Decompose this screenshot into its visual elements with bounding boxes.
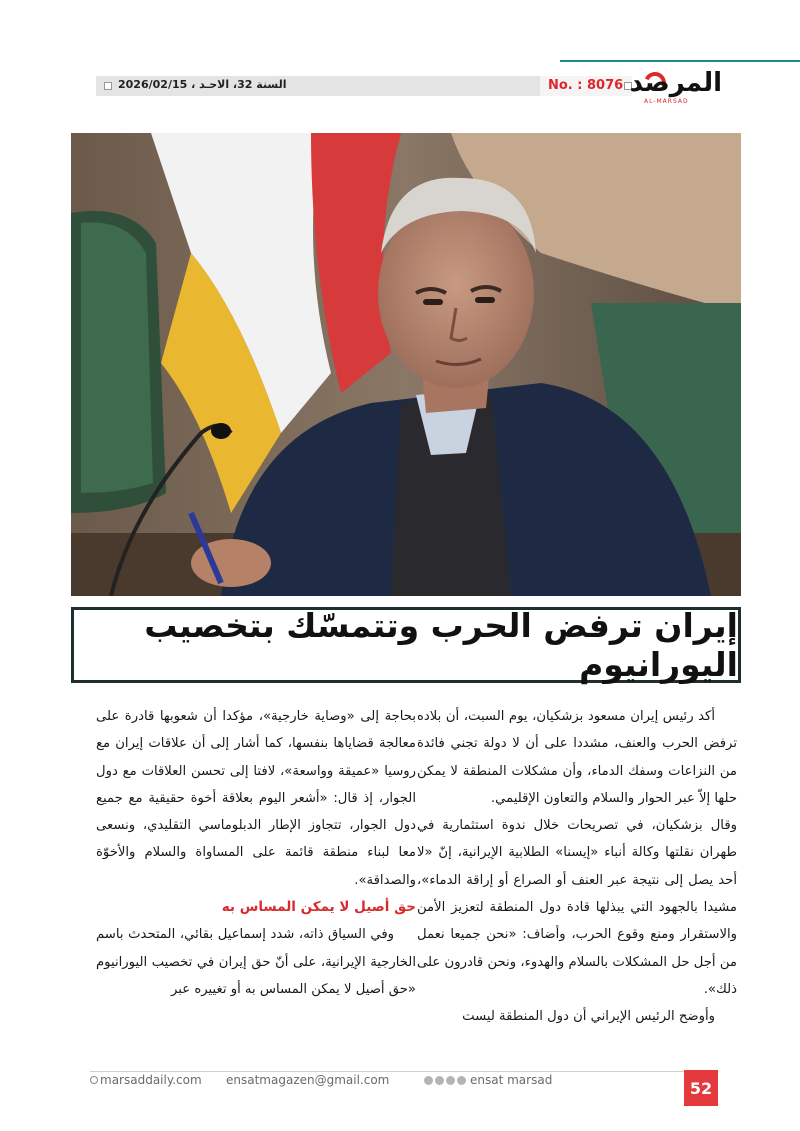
globe-icon [90,1076,98,1084]
article-headline: إيران ترفض الحرب وتتمسّك بتخصيب اليورانيوم [144,606,738,684]
paragraph: بحاجة إلى «وصاية خارجية»، مؤكدا أن شعوبها قادرة على معالجة قضاياها بنفسها، كما أشار إلى أن علاقات إيران مع روسيا «عميقة وواسعة»، لافتا إلى تحسن العلاقات مع دول الجوار، إذ قال: «أشعر اليوم بعلاقة أخوة حقيقية مع جميع دول الجوار، تتجاوز الإطار الدبلوماسي التقليدي، ونسعى معا لبناء منطقة قائمة على المساواة والسلام والأخوّة والصداقة». [96,709,416,888]
article-subheading: حق أصيل لا يمكن المساس به [221,899,416,916]
paragraph: وقال بزشكيان، في تصريحات خلال ندوة استثمارية في طهران نقلتها وكالة أنباء «إيسنا» الطلابية الإيرانية، إنّ «لا أحد يصل إلى نتيجة عبر العنف أو الصراع أو إراقة الدماء»، مشيدا بالجهود التي يبذلها قادة دول المنطقة لتعزيز الأمن والاستقرار ومنع وقوع الحرب، وأضاف: «نحن جميعا نعمل من أجل حل المشكلات بالسلام والهدوء، ونحن قادرون على ذلك». [417,818,737,997]
footer-rule [90,1071,684,1072]
youtube-icon[interactable] [457,1076,466,1085]
twitter-icon[interactable] [435,1076,444,1085]
headline-box [71,607,741,683]
page-number: 52 [689,1078,713,1098]
paragraph: وفي السياق ذاته، شدد إسماعيل بقائي، المتحدث باسم الخارجية الإيرانية، على أنّ حق إيران في تخصيب اليورانيوم «حق أصيل لا يمكن المساس به أو تغييره عبر [96,927,416,997]
article-column-right [417,703,737,1031]
footer-social-handle: ensat marsad [470,1073,553,1087]
page-number-box [684,1070,718,1106]
top-decorative-rule [560,60,800,62]
instagram-icon[interactable] [446,1076,455,1085]
footer-email[interactable]: ensatmagazen@gmail.com [226,1073,390,1087]
facebook-icon[interactable] [424,1076,433,1085]
date-line: السنة 32، الاحـد ، 2026/02/15 [118,78,287,91]
paragraph: وأوضح الرئيس الإيراني أن دول المنطقة ليست [462,1009,715,1025]
portrait-illustration [71,133,741,596]
footer-website[interactable] [90,1073,202,1087]
website-text: marsaddaily.com [100,1073,202,1087]
paragraph: أكد رئيس إيران مسعود بزشكيان، يوم السبت، أن بلاده ترفض الحرب والعنف، مشددا على أن لا دولة تجني فائدة من النزاعات وسفك الدماء، وأن مشكلات المنطقة لا يمكن حلها إلاّ عبر الحوار والسلام والتعاون الإقليمي. [417,709,737,806]
logo-subtitle: AL-MARSAD [644,98,689,105]
issue-number: No. : 8076 [548,78,624,93]
article-column-left [96,703,416,1003]
logo-text: المرصد [629,68,722,98]
social-icons [424,1073,466,1085]
publication-logo [629,68,722,108]
square-bullet-icon [104,82,112,90]
article-photo [71,133,741,596]
